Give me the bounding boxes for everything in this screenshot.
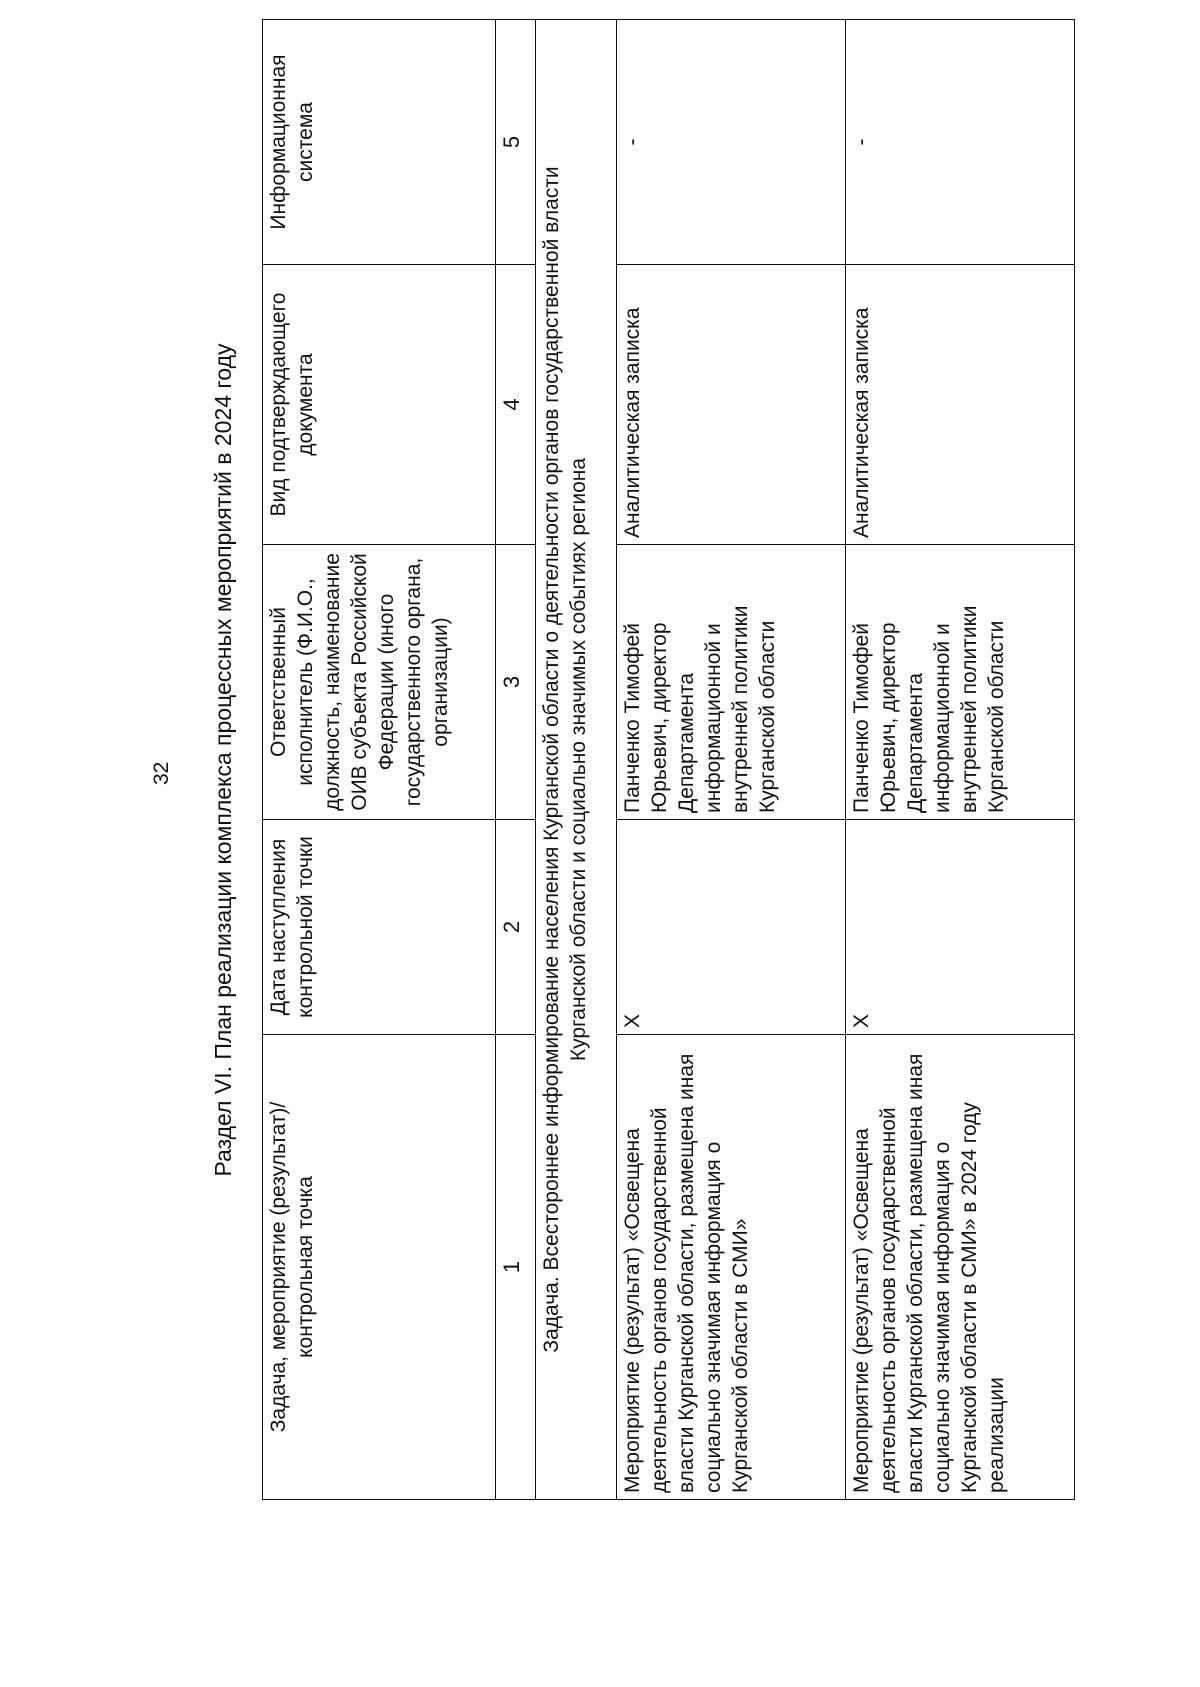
document-cell: Аналитическая записка	[846, 265, 1075, 545]
column-number-row	[496, 20, 536, 1500]
task-cell	[536, 20, 617, 1500]
responsible-cell: Панченко Тимофей Юрьевич, директор Департамента информационной и внутренней политики Курганской области	[617, 545, 846, 820]
header-system: Информационная система	[263, 20, 496, 265]
column-number: 2	[496, 820, 536, 1035]
system-cell: -	[617, 20, 846, 265]
activity-cell: Мероприятие (результат) «Освещена деятельность органов государственной власти Курганской области, размещена иная социально значимая информация о Курганской области в СМИ» в 2024 году реализации	[846, 1035, 1075, 1500]
header-responsible: Ответственный исполнитель (Ф.И.О., должность, наименование ОИВ субъекта Российской Федерации (иного государственного органа, организации)	[263, 545, 496, 820]
date-cell: Х	[846, 820, 1075, 1035]
header-row	[263, 20, 496, 1500]
task-text-line1: Задача. Всестороннее информирование населения Курганской области о деятельности органов государственной власти	[540, 166, 563, 1353]
responsible-cell: Панченко Тимофей Юрьевич, директор Департамента информационной и внутренней политики Курганской области	[846, 545, 1075, 820]
table-row	[617, 20, 846, 1500]
header-task: Задача, мероприятие (результат)/ контрольная точка	[263, 1035, 496, 1500]
task-row	[536, 20, 617, 1500]
column-number: 3	[496, 545, 536, 820]
system-cell: -	[846, 20, 1075, 265]
plan-table	[262, 19, 1075, 1500]
task-text-line2: Курганской области и социально значимых событиях региона	[567, 457, 590, 1062]
rotated-page	[150, 20, 1070, 1500]
header-date: Дата наступления контрольной точки	[263, 820, 496, 1035]
document-cell: Аналитическая записка	[617, 265, 846, 545]
section-title: Раздел VI. План реализации комплекса процессных мероприятий в 2024 году	[210, 343, 236, 1177]
activity-cell: Мероприятие (результат) «Освещена деятельность органов государственной власти Курганской области, размещена иная социально значимая информация о Курганской области в СМИ»	[617, 1035, 846, 1500]
page-number: 32	[150, 761, 173, 785]
header-document: Вид подтверждающего документа	[263, 265, 496, 545]
column-number: 4	[496, 265, 536, 545]
column-number: 5	[496, 20, 536, 265]
table-row	[846, 20, 1075, 1500]
column-number: 1	[496, 1035, 536, 1500]
date-cell: Х	[617, 820, 846, 1035]
